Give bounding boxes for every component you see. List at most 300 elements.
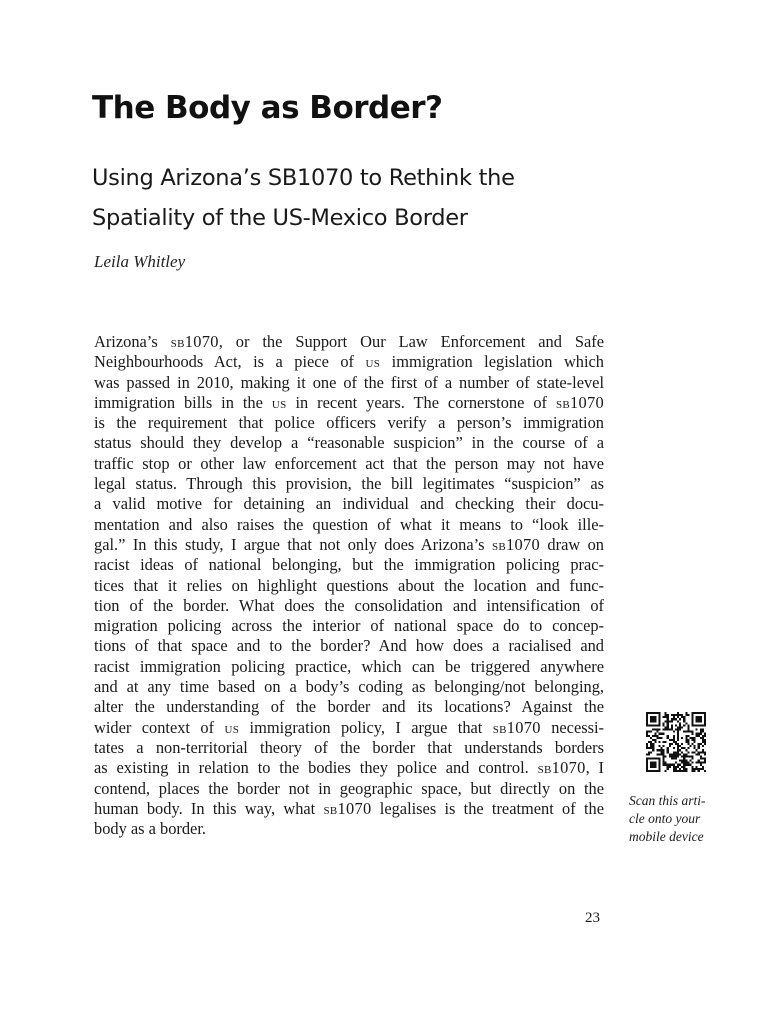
qr-module bbox=[648, 741, 650, 743]
qr-module bbox=[683, 718, 685, 720]
qr-module bbox=[685, 735, 687, 737]
qr-module bbox=[675, 770, 677, 772]
qr-module bbox=[646, 770, 648, 772]
small-caps-term: sb1070 bbox=[492, 717, 541, 737]
qr-module bbox=[677, 712, 679, 714]
qr-module bbox=[654, 770, 656, 772]
abstract-text-run: gal.” In this study, I argue that not only does Arizona’s bbox=[94, 534, 492, 554]
qr-module bbox=[663, 749, 665, 751]
qr-module bbox=[692, 720, 694, 722]
qr-module bbox=[646, 753, 648, 755]
qr-module bbox=[704, 724, 706, 726]
qr-module bbox=[646, 716, 648, 718]
qr-module bbox=[663, 724, 665, 726]
qr-module bbox=[667, 714, 669, 716]
abstract-text-run: tates a non-territorial theory of the border that understands borders bbox=[94, 737, 604, 757]
qr-module bbox=[689, 764, 691, 766]
qr-module bbox=[650, 737, 652, 739]
qr-module bbox=[704, 712, 706, 714]
qr-module bbox=[658, 749, 660, 751]
abstract-text-run: as existing in relation to the bodies they police and control. bbox=[94, 758, 538, 778]
abstract-line bbox=[94, 677, 604, 697]
qr-module bbox=[683, 770, 685, 772]
qr-module bbox=[696, 735, 698, 737]
qr-module bbox=[677, 747, 679, 749]
qr-module bbox=[683, 720, 685, 722]
qr-module bbox=[677, 726, 679, 728]
qr-module bbox=[700, 724, 702, 726]
qr-module bbox=[698, 724, 700, 726]
qr-module bbox=[665, 741, 667, 743]
qr-module bbox=[654, 718, 656, 720]
qr-module bbox=[650, 770, 652, 772]
qr-module bbox=[656, 753, 658, 755]
qr-module bbox=[660, 733, 662, 735]
qr-module bbox=[671, 755, 673, 757]
qr-module bbox=[687, 747, 689, 749]
abstract-line bbox=[94, 779, 604, 799]
qr-module bbox=[683, 764, 685, 766]
qr-module bbox=[665, 714, 667, 716]
qr-module bbox=[652, 766, 654, 768]
qr-module bbox=[692, 716, 694, 718]
qr-module bbox=[685, 753, 687, 755]
qr-module bbox=[650, 764, 652, 766]
qr-module bbox=[652, 764, 654, 766]
qr-module bbox=[681, 770, 683, 772]
qr-module bbox=[648, 758, 650, 760]
qr-module bbox=[702, 735, 704, 737]
qr-module bbox=[654, 716, 656, 718]
author-name: Leila Whitley bbox=[94, 252, 186, 271]
qr-module bbox=[675, 729, 677, 731]
qr-module bbox=[648, 712, 650, 714]
qr-module bbox=[650, 762, 652, 764]
qr-module bbox=[700, 751, 702, 753]
abstract-text-run: human body. In this way, what bbox=[94, 798, 324, 818]
qr-module bbox=[698, 747, 700, 749]
qr-module bbox=[694, 737, 696, 739]
qr-module bbox=[654, 720, 656, 722]
qr-module bbox=[669, 729, 671, 731]
qr-module bbox=[658, 753, 660, 755]
qr-module bbox=[656, 712, 658, 714]
qr-module bbox=[654, 764, 656, 766]
qr-module bbox=[700, 762, 702, 764]
qr-module bbox=[671, 764, 673, 766]
abstract-text-run: body as a border. bbox=[94, 819, 206, 839]
qr-module bbox=[667, 726, 669, 728]
qr-module bbox=[692, 724, 694, 726]
qr-module bbox=[692, 762, 694, 764]
abstract-line bbox=[94, 494, 604, 514]
abstract-text-run: immigration policy, I argue that bbox=[239, 717, 493, 737]
qr-module bbox=[648, 724, 650, 726]
qr-module bbox=[652, 762, 654, 764]
qr-module bbox=[696, 718, 698, 720]
qr-module bbox=[650, 724, 652, 726]
abstract-line bbox=[94, 454, 604, 474]
qr-module bbox=[694, 745, 696, 747]
qr-module bbox=[704, 743, 706, 745]
qr-module bbox=[698, 745, 700, 747]
abstract-line bbox=[94, 738, 604, 758]
qr-module bbox=[650, 731, 652, 733]
abstract-line bbox=[94, 515, 604, 535]
qr-module bbox=[696, 768, 698, 770]
abstract-line bbox=[94, 616, 604, 636]
qr-module bbox=[702, 739, 704, 741]
qr-module bbox=[646, 743, 648, 745]
qr-module bbox=[646, 718, 648, 720]
qr-module bbox=[679, 724, 681, 726]
qr-module bbox=[667, 766, 669, 768]
article-subtitle bbox=[92, 158, 612, 238]
qr-module bbox=[694, 724, 696, 726]
qr-code-icon[interactable] bbox=[646, 712, 706, 772]
qr-module bbox=[654, 762, 656, 764]
qr-module bbox=[683, 760, 685, 762]
abstract-line bbox=[94, 393, 604, 413]
qr-module bbox=[700, 768, 702, 770]
abstract-text-run: in recent years. The cornerstone of bbox=[286, 392, 556, 412]
qr-module bbox=[658, 758, 660, 760]
qr-module bbox=[675, 766, 677, 768]
qr-module bbox=[700, 720, 702, 722]
qr-module bbox=[687, 729, 689, 731]
qr-caption-line: cle onto your bbox=[629, 811, 701, 826]
qr-module bbox=[685, 762, 687, 764]
qr-module bbox=[677, 743, 679, 745]
qr-module bbox=[673, 716, 675, 718]
qr-module bbox=[694, 768, 696, 770]
qr-module bbox=[687, 724, 689, 726]
qr-module bbox=[648, 751, 650, 753]
qr-module bbox=[702, 758, 704, 760]
abstract-text-run: Arizona’s bbox=[94, 332, 171, 351]
qr-module bbox=[667, 749, 669, 751]
qr-module bbox=[677, 751, 679, 753]
qr-module bbox=[646, 712, 648, 714]
qr-module bbox=[658, 722, 660, 724]
qr-module bbox=[687, 726, 689, 728]
qr-module bbox=[675, 743, 677, 745]
qr-module bbox=[704, 741, 706, 743]
qr-module bbox=[650, 741, 652, 743]
abstract-line bbox=[94, 555, 604, 575]
qr-module bbox=[677, 770, 679, 772]
qr-module bbox=[654, 735, 656, 737]
qr-module bbox=[687, 731, 689, 733]
qr-module bbox=[702, 741, 704, 743]
qr-module bbox=[698, 770, 700, 772]
abstract-line bbox=[94, 352, 604, 372]
qr-module bbox=[694, 747, 696, 749]
qr-module bbox=[646, 764, 648, 766]
qr-module bbox=[683, 716, 685, 718]
qr-module bbox=[681, 714, 683, 716]
qr-module bbox=[646, 768, 648, 770]
qr-module bbox=[677, 766, 679, 768]
qr-module bbox=[679, 714, 681, 716]
abstract-text-run: tion of the border. What does the consolidation and intensification of bbox=[94, 595, 604, 615]
qr-module bbox=[696, 766, 698, 768]
qr-module bbox=[650, 712, 652, 714]
qr-module bbox=[673, 753, 675, 755]
abstract-text-run: Neighbourhoods Act, is a piece of bbox=[94, 352, 366, 372]
qr-module bbox=[704, 718, 706, 720]
qr-module bbox=[660, 751, 662, 753]
qr-module bbox=[698, 743, 700, 745]
qr-module bbox=[702, 749, 704, 751]
abstract-text-run: , I bbox=[585, 758, 604, 778]
qr-module bbox=[689, 745, 691, 747]
qr-module bbox=[685, 739, 687, 741]
qr-module bbox=[660, 747, 662, 749]
abstract-line bbox=[94, 535, 604, 555]
abstract-text-run: legalises is the treatment of the bbox=[371, 798, 604, 818]
qr-module bbox=[677, 735, 679, 737]
qr-module bbox=[673, 718, 675, 720]
qr-module bbox=[679, 768, 681, 770]
qr-module bbox=[681, 743, 683, 745]
qr-module bbox=[675, 758, 677, 760]
qr-module bbox=[671, 758, 673, 760]
qr-module bbox=[658, 729, 660, 731]
qr-module bbox=[671, 724, 673, 726]
qr-module bbox=[679, 753, 681, 755]
qr-module bbox=[665, 755, 667, 757]
qr-module bbox=[646, 747, 648, 749]
qr-module bbox=[692, 768, 694, 770]
qr-module bbox=[702, 737, 704, 739]
qr-module bbox=[673, 768, 675, 770]
qr-module bbox=[694, 770, 696, 772]
qr-module bbox=[658, 720, 660, 722]
abstract-text-run: contend, places the border not in geographic space, but directly on the bbox=[94, 778, 604, 798]
qr-module bbox=[687, 743, 689, 745]
qr-module bbox=[704, 716, 706, 718]
qr-caption-line: Scan this arti- bbox=[629, 793, 706, 808]
qr-module bbox=[675, 768, 677, 770]
qr-module bbox=[702, 724, 704, 726]
qr-module bbox=[685, 722, 687, 724]
qr-module bbox=[669, 766, 671, 768]
qr-module bbox=[694, 712, 696, 714]
qr-module bbox=[677, 716, 679, 718]
qr-module bbox=[667, 722, 669, 724]
qr-module bbox=[700, 733, 702, 735]
qr-module bbox=[654, 712, 656, 714]
small-caps-term: us bbox=[271, 392, 287, 412]
qr-module bbox=[658, 733, 660, 735]
qr-module bbox=[646, 724, 648, 726]
qr-module bbox=[671, 720, 673, 722]
qr-module bbox=[692, 722, 694, 724]
qr-module bbox=[704, 758, 706, 760]
qr-module bbox=[698, 718, 700, 720]
abstract-line bbox=[94, 413, 604, 433]
qr-module bbox=[696, 716, 698, 718]
abstract-line bbox=[94, 474, 604, 494]
qr-module bbox=[656, 735, 658, 737]
qr-module bbox=[679, 729, 681, 731]
qr-module bbox=[652, 712, 654, 714]
qr-module bbox=[685, 731, 687, 733]
qr-module bbox=[700, 712, 702, 714]
qr-module bbox=[656, 758, 658, 760]
qr-module bbox=[656, 770, 658, 772]
qr-module bbox=[704, 735, 706, 737]
abstract-text-run: migration policing across the interior of national space do to concep- bbox=[94, 616, 604, 636]
qr-module bbox=[704, 733, 706, 735]
qr-module bbox=[677, 729, 679, 731]
page-number: 23 bbox=[585, 910, 600, 926]
qr-module bbox=[692, 770, 694, 772]
qr-module bbox=[667, 768, 669, 770]
qr-module bbox=[671, 743, 673, 745]
small-caps-term: sb1070 bbox=[555, 392, 604, 412]
qr-module bbox=[675, 714, 677, 716]
qr-module bbox=[683, 747, 685, 749]
qr-module bbox=[679, 726, 681, 728]
qr-module bbox=[692, 714, 694, 716]
qr-module bbox=[698, 753, 700, 755]
qr-module bbox=[671, 726, 673, 728]
qr-module bbox=[698, 768, 700, 770]
abstract-text-run: tions of that space and to the border? And how does a racialised and bbox=[94, 636, 604, 656]
qr-module bbox=[652, 735, 654, 737]
qr-module bbox=[696, 753, 698, 755]
qr-module bbox=[663, 764, 665, 766]
qr-module bbox=[689, 731, 691, 733]
qr-module bbox=[650, 720, 652, 722]
qr-module bbox=[677, 749, 679, 751]
qr-module bbox=[667, 747, 669, 749]
qr-module bbox=[685, 712, 687, 714]
qr-module bbox=[656, 729, 658, 731]
qr-module bbox=[669, 743, 671, 745]
qr-module bbox=[667, 751, 669, 753]
qr-module bbox=[648, 770, 650, 772]
qr-module bbox=[652, 747, 654, 749]
qr-module bbox=[650, 716, 652, 718]
qr-module bbox=[652, 718, 654, 720]
qr-module bbox=[663, 760, 665, 762]
abstract-text-run: was passed in 2010, making it one of the first of a number of state-level bbox=[94, 372, 604, 392]
qr-module bbox=[696, 724, 698, 726]
qr-module bbox=[683, 755, 685, 757]
qr-module bbox=[673, 764, 675, 766]
qr-module bbox=[663, 753, 665, 755]
qr-module bbox=[669, 755, 671, 757]
qr-module bbox=[663, 741, 665, 743]
qr-module bbox=[667, 720, 669, 722]
abstract-line bbox=[94, 373, 604, 393]
qr-module bbox=[687, 764, 689, 766]
qr-module bbox=[679, 749, 681, 751]
qr-module bbox=[694, 739, 696, 741]
qr-module bbox=[700, 758, 702, 760]
qr-module bbox=[673, 747, 675, 749]
qr-module bbox=[667, 735, 669, 737]
subtitle-line: Using Arizona’s SB1070 to Rethink the bbox=[92, 165, 515, 191]
qr-module bbox=[650, 751, 652, 753]
qr-module bbox=[654, 766, 656, 768]
qr-module bbox=[658, 770, 660, 772]
abstract-line bbox=[94, 718, 604, 738]
qr-module bbox=[681, 726, 683, 728]
article-title: The Body as Border? bbox=[92, 90, 443, 126]
qr-module bbox=[685, 755, 687, 757]
qr-module bbox=[683, 758, 685, 760]
qr-module bbox=[665, 716, 667, 718]
qr-module bbox=[692, 739, 694, 741]
qr-module bbox=[663, 716, 665, 718]
qr-module bbox=[658, 766, 660, 768]
qr-module bbox=[646, 714, 648, 716]
qr-module bbox=[685, 764, 687, 766]
qr-module bbox=[650, 758, 652, 760]
small-caps-term: sb1070 bbox=[491, 534, 540, 554]
qr-caption-line: mobile device bbox=[629, 829, 704, 844]
qr-module bbox=[648, 753, 650, 755]
qr-module bbox=[692, 758, 694, 760]
qr-module bbox=[665, 764, 667, 766]
qr-module bbox=[658, 760, 660, 762]
qr-module bbox=[675, 741, 677, 743]
qr-module bbox=[675, 724, 677, 726]
qr-module bbox=[646, 722, 648, 724]
qr-module bbox=[654, 741, 656, 743]
qr-module bbox=[650, 747, 652, 749]
qr-module bbox=[702, 751, 704, 753]
qr-module bbox=[698, 733, 700, 735]
qr-module bbox=[654, 739, 656, 741]
qr-module bbox=[654, 729, 656, 731]
abstract-text-run: alter the understanding of the border and its locations? Against the bbox=[94, 697, 604, 717]
qr-caption bbox=[629, 792, 739, 846]
qr-module bbox=[652, 716, 654, 718]
qr-module bbox=[658, 762, 660, 764]
qr-module bbox=[669, 745, 671, 747]
abstract-text-run: racist immigration policing practice, which can be triggered anywhere bbox=[94, 656, 604, 676]
qr-module bbox=[704, 739, 706, 741]
qr-module bbox=[652, 743, 654, 745]
qr-module bbox=[685, 768, 687, 770]
qr-module bbox=[685, 714, 687, 716]
qr-module bbox=[677, 714, 679, 716]
qr-module bbox=[692, 743, 694, 745]
qr-module bbox=[646, 733, 648, 735]
qr-module bbox=[663, 733, 665, 735]
qr-module bbox=[658, 718, 660, 720]
abstract-text-run: status should they develop a “reasonable suspicion” in the course of a bbox=[94, 433, 604, 453]
qr-module bbox=[656, 724, 658, 726]
qr-module bbox=[687, 762, 689, 764]
qr-module bbox=[685, 770, 687, 772]
qr-module bbox=[698, 712, 700, 714]
qr-module bbox=[648, 731, 650, 733]
qr-module bbox=[696, 729, 698, 731]
qr-module bbox=[656, 749, 658, 751]
qr-module bbox=[689, 737, 691, 739]
qr-module bbox=[683, 768, 685, 770]
qr-module bbox=[702, 762, 704, 764]
qr-module bbox=[663, 745, 665, 747]
qr-module bbox=[704, 722, 706, 724]
qr-module bbox=[646, 731, 648, 733]
